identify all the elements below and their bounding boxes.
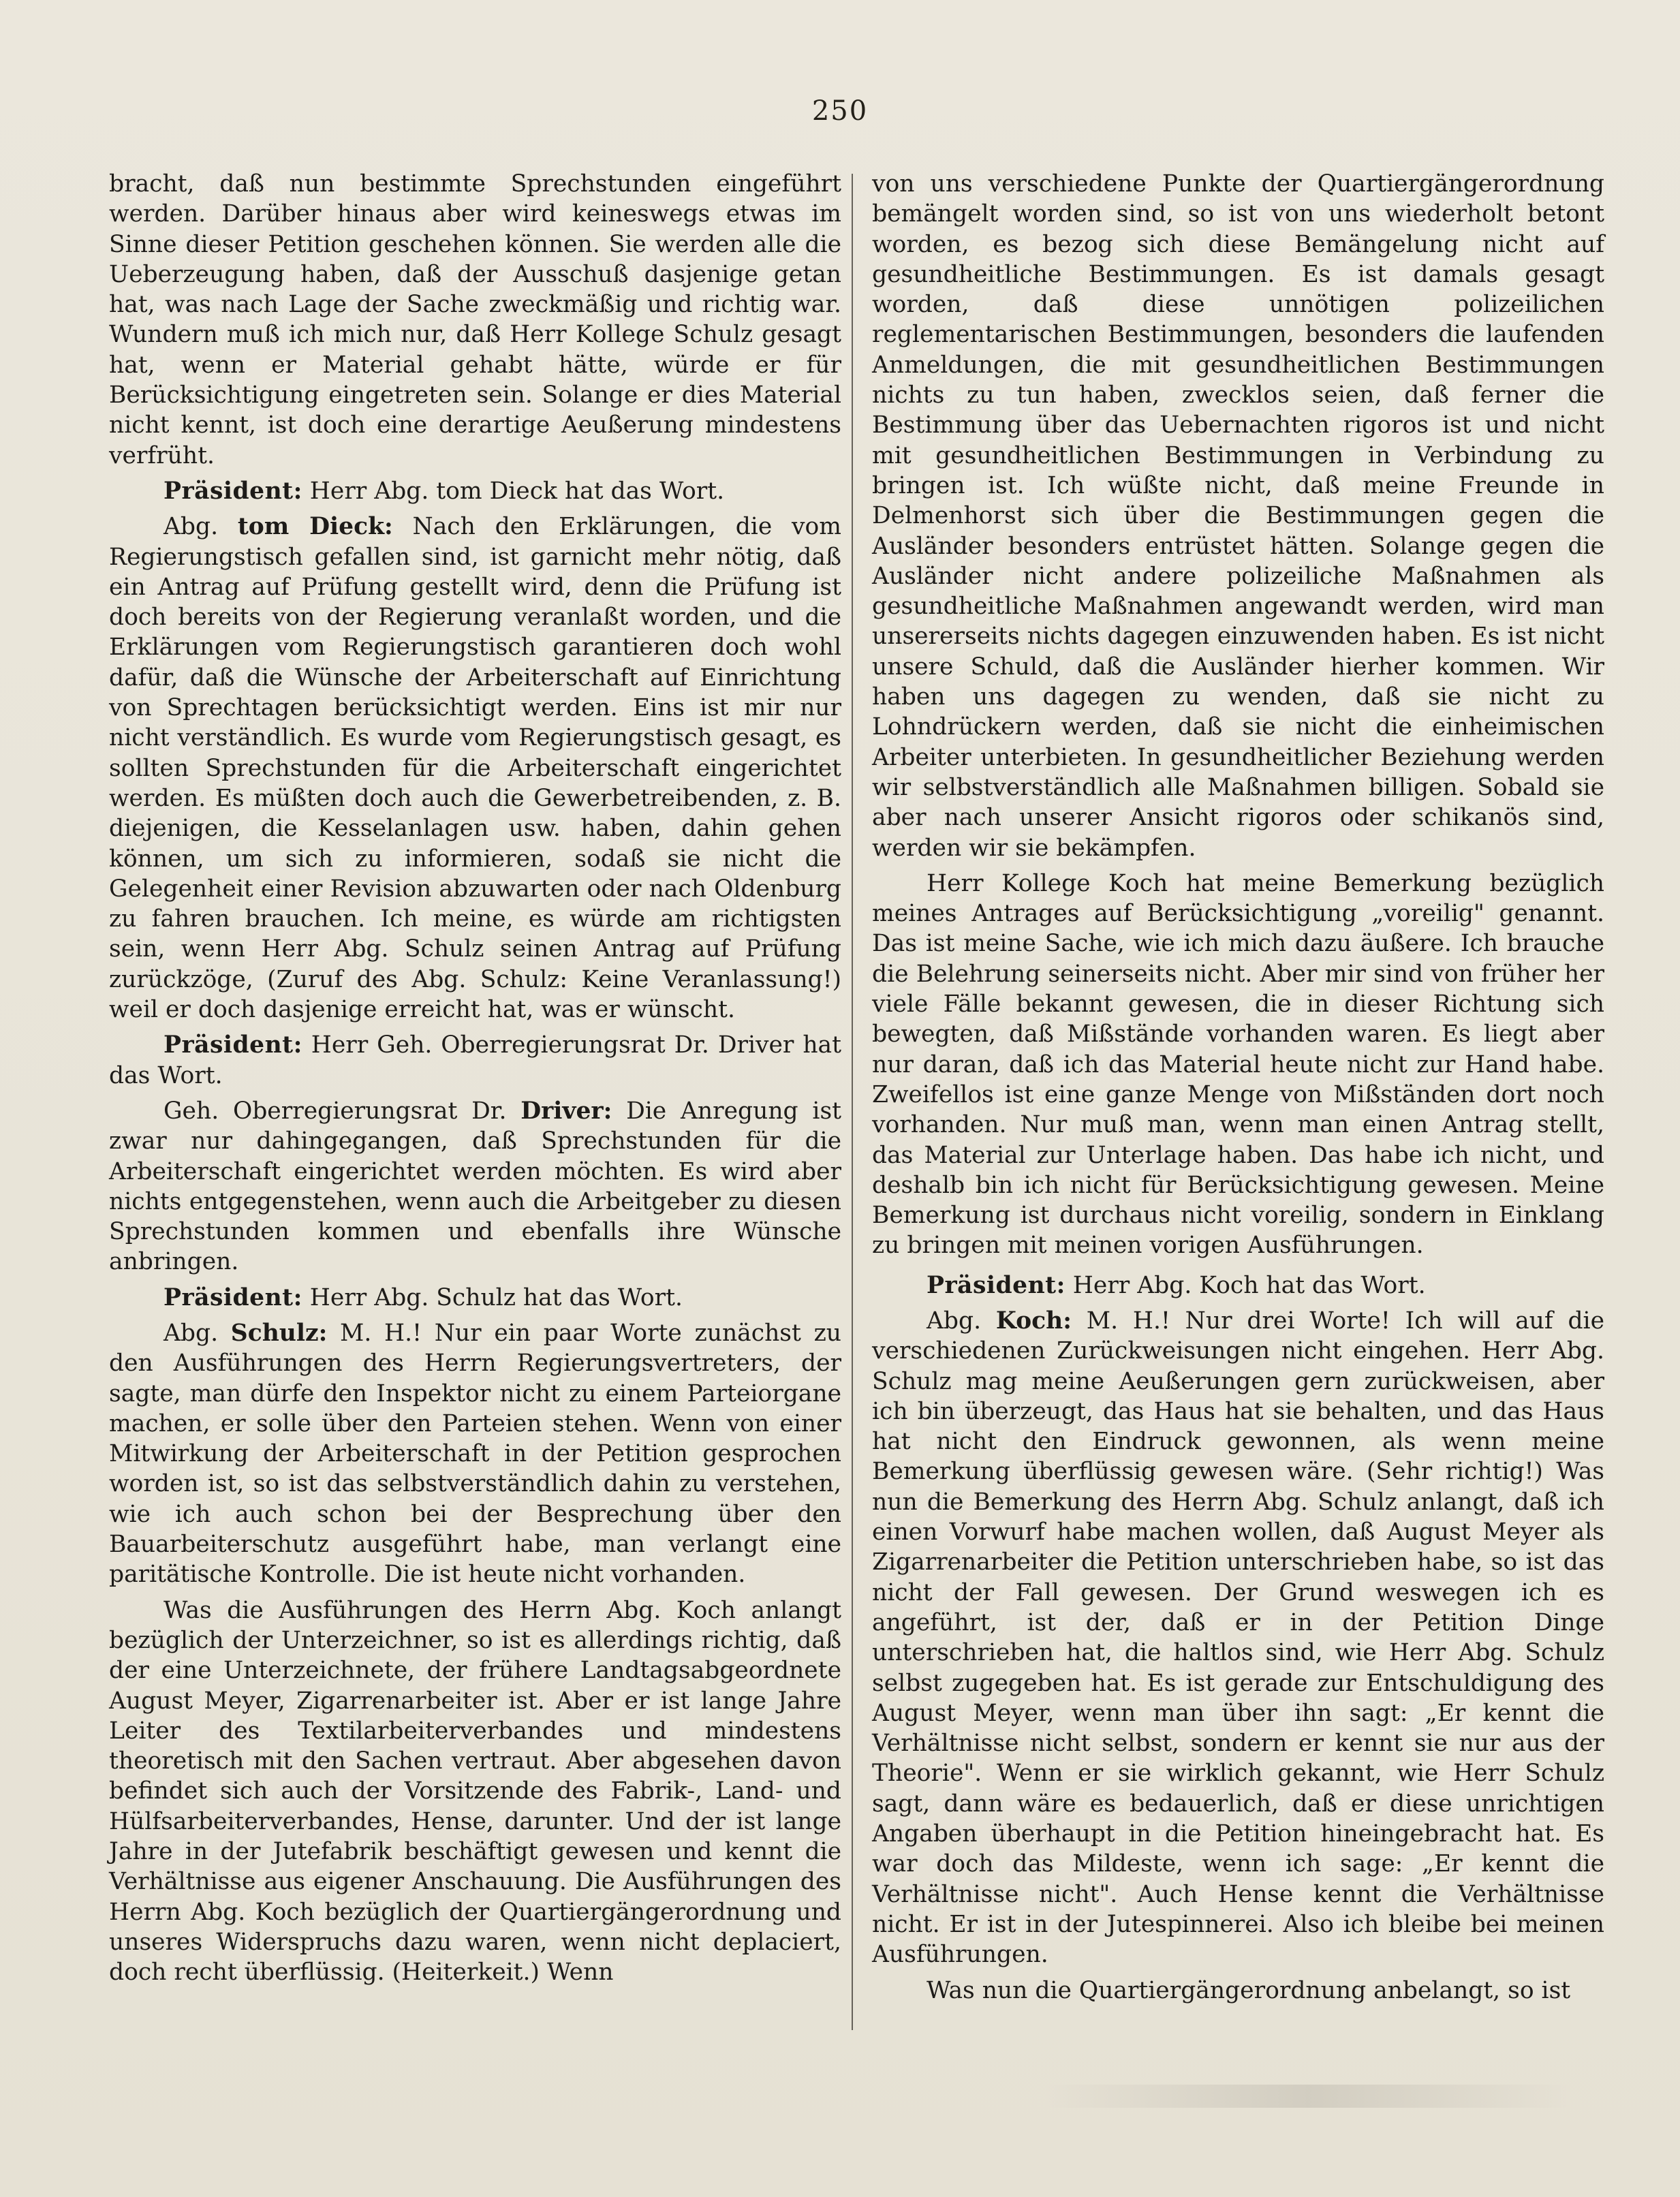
column-divider bbox=[852, 174, 853, 2030]
paragraph bbox=[109, 1030, 841, 1091]
paragraph-text: Herr Abg. Schulz hat das Wort. bbox=[302, 1283, 683, 1311]
paragraph-text: Herr Kollege Koch hat meine Bemerkung bezüglich meines Antrages auf Berücksichtigung „voreilig" genannt. Das ist meine Sache, wie ich mich dazu äußere. Ich brauche die Belehrung seinerseits nicht. Aber mir sind von früher her viele Fälle bekannt gewesen, die in dieser Richtung sich bewegten, daß Mißstände vorhanden waren. Es liegt aber nur daran, daß ich das Material heute nicht zur Hand habe. Zweifellos ist eine ganze Menge von Mißständen dort noch vorhanden. Nur muß man, wenn man einen Antrag stellt, das Material zur Unterlage haben. Das habe ich nicht, und deshalb bin ich nicht für Berücksichtigung gewesen. Meine Bemerkung ist durchaus nicht voreilig, sondern in Einklang zu bringen mit meinen vorigen Ausführungen. bbox=[872, 869, 1604, 1260]
bleed-through-mark bbox=[1042, 2085, 1574, 2108]
paragraph-text: von uns verschiedene Punkte der Quartiergängerordnung bemängelt worden sind, so ist von uns wiederholt betont worden, es bezog sich diese Bemängelung nicht auf gesundheitliche Bestimmungen. Es ist damals gesagt worden, daß diese unnötigen polizeilichen reglementarischen Bestimmungen, besonders die laufenden Anmeldungen, die mit gesundheitlichen Bestimmungen nichts zu tun haben, zwecklos seien, daß ferner die Bestimmung über das Uebernachten rigoros ist und nicht mit gesundheitlichen Bestimmungen in Verbindung zu bringen ist. Ich wüßte nicht, daß meine Freunde in Delmenhorst sich über die Bestimmungen gegen die Ausländer besonders entrüstet hätten. Solange gegen die Ausländer nicht andere polizeiliche Maßnahmen als gesundheitliche Maßnahmen angewandt werden, wird man unsererseits nichts dagegen einzuwenden haben. Es ist nicht unsere Schuld, daß die Ausländer hierher kommen. Wir haben uns dagegen zu wenden, daß sie nicht zu Lohndrückern werden, daß sie nicht die einheimischen Arbeiter unterbieten. In gesundheitlicher Beziehung werden wir selbstverständlich alle Maßnahmen billigen. Sobald sie aber nach unserer Ansicht rigoros oder schikanös sind, werden wir sie bekämpfen. bbox=[872, 170, 1604, 862]
paragraph bbox=[872, 1976, 1604, 2006]
paragraph bbox=[109, 476, 841, 506]
paragraph bbox=[109, 512, 841, 1025]
paragraph-text: Was die Ausführungen des Herrn Abg. Koch anlangt bezüglich der Unterzeichner, so ist es allerdings richtig, daß der eine Unterzeichnete, der frühere Landtagsabgeordnete August Meyer, Zigarrenarbeiter ist. Aber er ist lange Jahre Leiter des Textilarbeiterverbandes und mindestens theoretisch mit den Sachen vertraut. Aber abgesehen davon befindet sich auch der Vorsitzende des Fabrik-, Land- und Hülfsarbeiterverbandes, Hense, darunter. Und der ist lange Jahre in der Jutefabrik beschäftigt gewesen und kennt die Verhältnisse aus eigener Anschauung. Die Ausführungen des Herrn Abg. Koch bezüglich der Quartiergängerordnung und unseres Widerspruchs dazu waren, wenn nicht deplaciert, doch recht überflüssig. (Heiterkeit.) Wenn bbox=[109, 1596, 841, 1986]
paragraph bbox=[872, 1306, 1604, 1970]
speaker-name: Koch: bbox=[995, 1307, 1072, 1335]
president-label: Präsident: bbox=[164, 1283, 302, 1311]
paragraph bbox=[109, 169, 841, 471]
paragraph-text: M. H.! Nur ein paar Worte zunächst zu den Ausführungen des Herrn Regierungsvertreters, der sagte, man dürfe den Inspektor nicht zu einem Parteiorgane machen, er solle über den Parteien stehen. Wenn von einer Mitwirkung der Arbeiterschaft in der Petition gesprochen worden ist, so ist das selbstverständlich dahin zu verstehen, wie ich auch schon bei der Besprechung über den Bauarbeiterschutz ausgeführt habe, man verlangt eine paritätische Kontrolle. Die ist heute nicht vorhanden. bbox=[109, 1319, 841, 1589]
paragraph-text: Nach den Erklärungen, die vom Regierungstisch gefallen sind, ist garnicht mehr nötig, daß ein Antrag auf Prüfung gestellt wird, denn die Prüfung ist doch bereits von der Regierung veranlaßt worden, und die Erklärungen vom Regierungstisch garantieren doch wohl dafür, daß die Wünsche der Arbeiterschaft auf Einrichtung von Sprechtagen berücksichtigt werden. Eins ist mir nur nicht verständlich. Es wurde vom Regierungstisch gesagt, es sollten Sprechstunden für die Arbeiterschaft eingerichtet werden. Es müßten doch auch die Gewerbetreibenden, z. B. diejenigen, die Kesselanlagen usw. haben, dahin gehen können, um sich zu informieren, sodaß sie nicht die Gelegenheit einer Revision abzuwarten oder nach Oldenburg zu fahren brauchen. Ich meine, es würde am richtigsten sein, wenn Herr Abg. Schulz seinen Antrag auf Prüfung zurückzöge, (Zuruf des Abg. Schulz: Keine Veranlassung!) weil er doch dasjenige erreicht hat, was er wünscht. bbox=[109, 513, 841, 1024]
paragraph bbox=[872, 1271, 1604, 1300]
paragraph bbox=[109, 1283, 841, 1313]
speaker-prefix: Geh. Oberregierungsrat Dr. bbox=[164, 1097, 521, 1125]
speaker-prefix: Abg. bbox=[927, 1307, 996, 1335]
president-label: Präsident: bbox=[164, 1031, 302, 1059]
speaker-name: tom Dieck: bbox=[237, 513, 393, 541]
paragraph-text: Herr Abg. tom Dieck hat das Wort. bbox=[302, 477, 725, 505]
page-number: 250 bbox=[811, 95, 869, 127]
paragraph-text: Die Anregung ist zwar nur dahingegangen, daß Sprechstunden für die Arbeiterschaft eingerichtet werden möchten. Es wird aber nichts entgegenstehen, wenn auch die Arbeitgeber zu diesen Sprechstunden kommen und ebenfalls ihre Wünsche anbringen. bbox=[109, 1097, 842, 1276]
paragraph bbox=[109, 1595, 841, 1988]
paragraph bbox=[109, 1096, 841, 1277]
speaker-name: Schulz: bbox=[230, 1319, 328, 1347]
speaker-prefix: Abg. bbox=[164, 513, 238, 541]
paragraph-text: M. H.! Nur drei Worte! Ich will auf die verschiedenen Zurückweisungen nicht eingehen. Herr Abg. Schulz mag meine Aeußerungen gern zurückweisen, aber ich bin überzeugt, das Haus hat sie behalten, und das Haus hat nicht den Eindruck gewonnen, als wenn meine Bemerkung überflüssig gewesen wäre. (Sehr richtig!) Was nun die Bemerkung des Herrn Abg. Schulz anlangt, daß ich einen Vorwurf habe machen wollen, daß August Meyer als Zigarrenarbeiter die Petition unterschrieben habe, so ist das nicht der Fall gewesen. Der Grund weswegen ich es angeführt, ist der, daß er in der Petition Dinge unterschrieben hat, die haltlos sind, wie Herr Abg. Schulz selbst zugegeben hat. Es ist gerade zur Entschuldigung des August Meyer, wenn man über ihn sagt: „Er kennt die Verhältnisse nicht selbst, sondern er kennt sie nur aus der Theorie". Wenn er sie wirklich gekannt, wie Herr Schulz sagt, dann wäre es bedauerlich, daß er diese unrichtigen Angaben überhaupt in die Petition hineingebracht hat. Es war doch das Mildeste, wenn ich sage: „Er kennt die Verhältnisse nicht". Auch Hense kennt die Verhältnisse nicht. Er ist in der Jutespinnerei. Also ich bleibe bei meinen Ausführungen. bbox=[872, 1307, 1604, 1969]
paragraph-text: Was nun die Quartiergängerordnung anbelangt, so ist bbox=[927, 1976, 1571, 2004]
president-label: Präsident: bbox=[927, 1271, 1065, 1299]
paragraph-text: bracht, daß nun bestimmte Sprechstunden eingeführt werden. Darüber hinaus aber wird keineswegs etwas im Sinne dieser Petition geschehen können. Sie werden alle die Ueberzeugung haben, daß der Ausschuß dasjenige getan hat, was nach Lage der Sache zweckmäßig und richtig war. Wundern muß ich mich nur, daß Herr Kollege Schulz gesagt hat, wenn er Material gehabt hätte, würde er für Berücksichtigung eingetreten sein. Solange er dies Material nicht kennt, ist doch eine derartige Aeußerung mindestens verfrüht. bbox=[109, 170, 841, 469]
president-label: Präsident: bbox=[164, 477, 302, 505]
speaker-name: Driver: bbox=[520, 1097, 612, 1125]
speaker-prefix: Abg. bbox=[164, 1319, 231, 1347]
paragraph-text: Herr Geh. Oberregierungsrat Dr. Driver hat das Wort. bbox=[109, 1031, 841, 1089]
paragraph bbox=[872, 169, 1604, 863]
paragraph-text: Herr Abg. Koch hat das Wort. bbox=[1065, 1271, 1426, 1299]
right-column bbox=[872, 169, 1604, 2011]
left-column bbox=[109, 169, 841, 1993]
paragraph bbox=[109, 1318, 841, 1590]
paragraph bbox=[872, 869, 1604, 1261]
